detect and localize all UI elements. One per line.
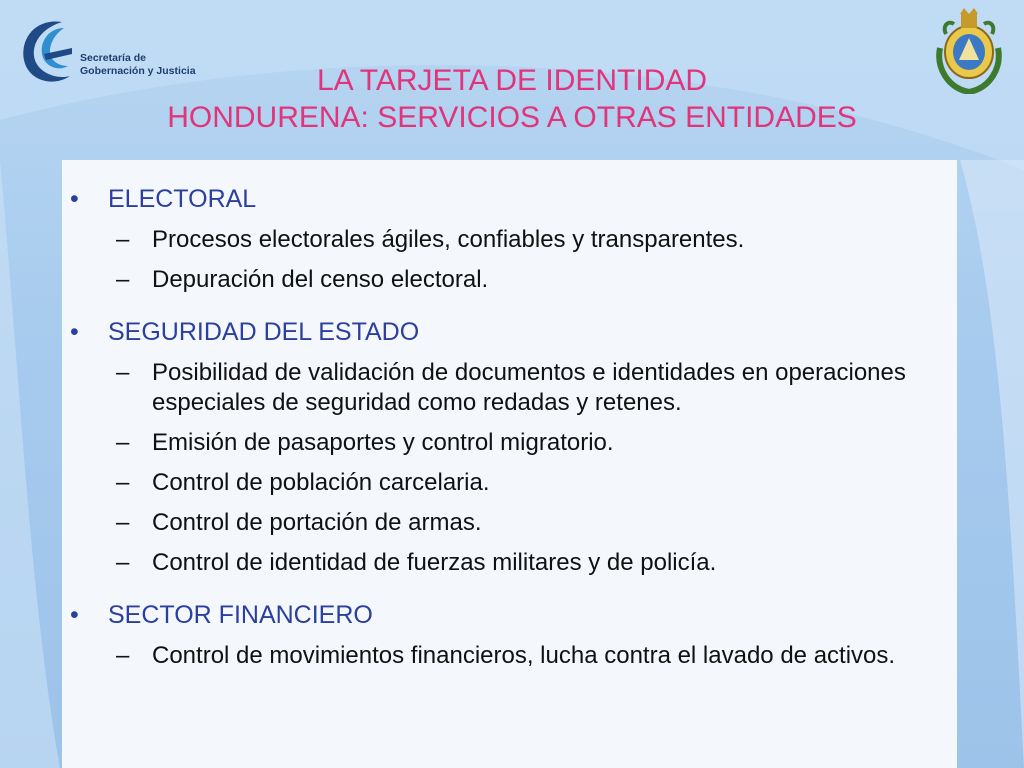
list-item bbox=[70, 428, 950, 458]
bullet-marker: • bbox=[70, 318, 79, 346]
list-item bbox=[70, 225, 950, 255]
section-heading-electoral bbox=[70, 184, 950, 215]
slide-title-line2: HONDURENA: SERVICIOS A OTRAS ENTIDADES bbox=[167, 101, 857, 134]
dash-marker: – bbox=[116, 226, 130, 253]
bullet-marker: • bbox=[70, 601, 79, 629]
ministry-name-line1: Secretaría de bbox=[80, 52, 146, 64]
list-item-text: Depuración del censo electoral. bbox=[152, 266, 489, 293]
dash-marker: – bbox=[116, 469, 130, 496]
section-heading-seguridad bbox=[70, 317, 950, 348]
list-item bbox=[70, 508, 950, 538]
dash-marker: – bbox=[116, 642, 130, 669]
dash-marker: – bbox=[116, 266, 130, 293]
slide-title-line1: LA TARJETA DE IDENTIDAD bbox=[316, 64, 708, 97]
list-item bbox=[70, 265, 950, 295]
dash-marker: – bbox=[116, 359, 130, 386]
list-item bbox=[70, 468, 950, 498]
list-item-text: Control de movimientos financieros, lucha contra el lavado de activos. bbox=[152, 642, 896, 669]
dash-marker: – bbox=[116, 509, 130, 536]
dash-marker: – bbox=[116, 429, 130, 456]
list-item-text: Control de identidad de fuerzas militares y de policía. bbox=[152, 549, 717, 576]
list-item bbox=[70, 641, 950, 671]
slide-title bbox=[60, 62, 964, 136]
list-item-text: Control de población carcelaria. bbox=[152, 469, 490, 496]
list-item bbox=[70, 548, 950, 578]
dash-marker: – bbox=[116, 549, 130, 576]
list-item-text: Control de portación de armas. bbox=[152, 509, 482, 536]
list-item bbox=[70, 358, 950, 418]
section-heading-text: SEGURIDAD DEL ESTADO bbox=[108, 318, 420, 346]
content-list bbox=[70, 184, 950, 671]
ministry-name-line2: Gobernación y Justicia bbox=[80, 65, 196, 77]
section-heading-financiero bbox=[70, 600, 950, 631]
list-item-text: Posibilidad de validación de documentos e identidades en operaciones especiales de seguridad como redadas y retenes. bbox=[152, 359, 906, 416]
section-heading-text: ELECTORAL bbox=[108, 185, 257, 213]
list-item-text: Emisión de pasaportes y control migratorio. bbox=[152, 429, 614, 456]
list-item-text: Procesos electorales ágiles, confiables y transparentes. bbox=[152, 226, 745, 253]
section-heading-text: SECTOR FINANCIERO bbox=[108, 601, 373, 629]
bullet-marker: • bbox=[70, 185, 79, 213]
